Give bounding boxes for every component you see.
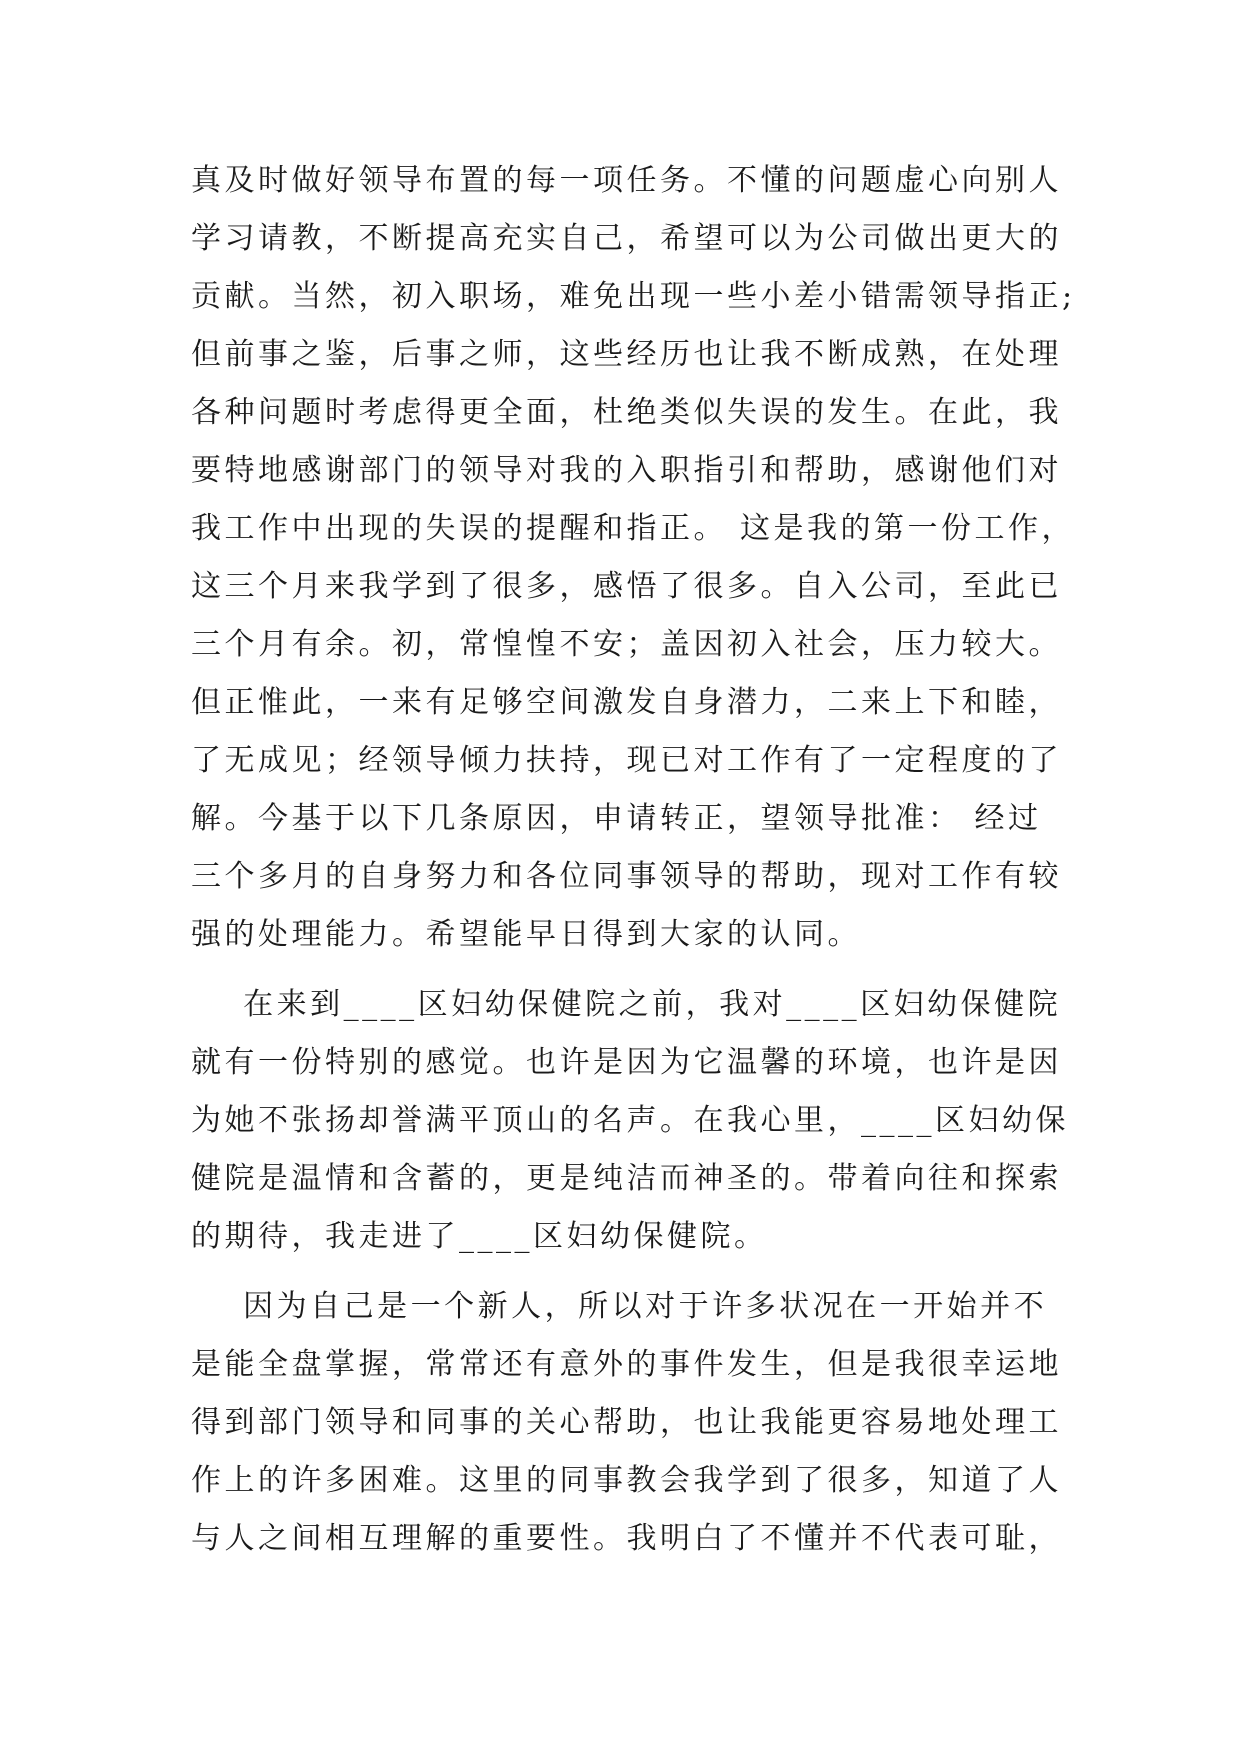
text-line: 这三个月来我学到了很多，感悟了很多。自入公司，至此已	[191, 569, 1062, 604]
text-line: 因为自己是一个新人，所以对于许多状况在一开始并不	[191, 1289, 1048, 1324]
text-line: 我工作中出现的失误的提醒和指正。 这是我的第一份工作，	[191, 511, 1076, 546]
text-line: 与人之间相互理解的重要性。我明白了不懂并不代表可耻，	[191, 1521, 1062, 1556]
text-line: 解。今基于以下几条原因，申请转正，望领导批准： 经过	[191, 801, 1042, 836]
text-line: 各种问题时考虑得更全面，杜绝类似失误的发生。在此，我	[191, 395, 1062, 430]
text-line: 作上的许多困难。这里的同事教会我学到了很多，知道了人	[191, 1463, 1062, 1498]
text-line: 为她不张扬却誉满平顶山的名声。在我心里，____区妇幼保	[191, 1103, 1069, 1138]
text-line: 的期待，我走进了____区妇幼保健院。	[191, 1219, 768, 1254]
text-line: 学习请教，不断提高充实自己，希望可以为公司做出更大的	[191, 221, 1062, 256]
text-line: 贡献。当然，初入职场，难免出现一些小差小错需领导指正;	[191, 279, 1076, 314]
text-line: 在来到____区妇幼保健院之前，我对____区妇幼保健院	[191, 987, 1062, 1022]
text-line: 强的处理能力。希望能早日得到大家的认同。	[191, 917, 861, 952]
text-line: 得到部门领导和同事的关心帮助，也让我能更容易地处理工	[191, 1405, 1062, 1440]
paragraph-gap	[191, 1266, 1091, 1278]
text-line: 了无成见；经领导倾力扶持，现已对工作有了一定程度的了	[191, 743, 1062, 778]
paragraph-gap	[191, 964, 1091, 976]
text-line: 但前事之鉴，后事之师，这些经历也让我不断成熟，在处理	[191, 337, 1062, 372]
text-line: 要特地感谢部门的领导对我的入职指引和帮助，感谢他们对	[191, 453, 1062, 488]
text-line: 就有一份特别的感觉。也许是因为它温馨的环境，也许是因	[191, 1045, 1062, 1080]
text-line: 三个多月的自身努力和各位同事领导的帮助，现对工作有较	[191, 859, 1062, 894]
text-line: 但正惟此，一来有足够空间激发自身潜力，二来上下和睦，	[191, 685, 1062, 720]
text-line: 是能全盘掌握，常常还有意外的事件发生，但是我很幸运地	[191, 1347, 1062, 1382]
text-line: 三个月有余。初，常惶惶不安；盖因初入社会，压力较大。	[191, 627, 1062, 662]
body-text	[191, 152, 1091, 1568]
text-line: 真及时做好领导布置的每一项任务。不懂的问题虚心向别人	[191, 163, 1062, 198]
text-line: 健院是温情和含蓄的，更是纯洁而神圣的。带着向往和探索	[191, 1161, 1062, 1196]
